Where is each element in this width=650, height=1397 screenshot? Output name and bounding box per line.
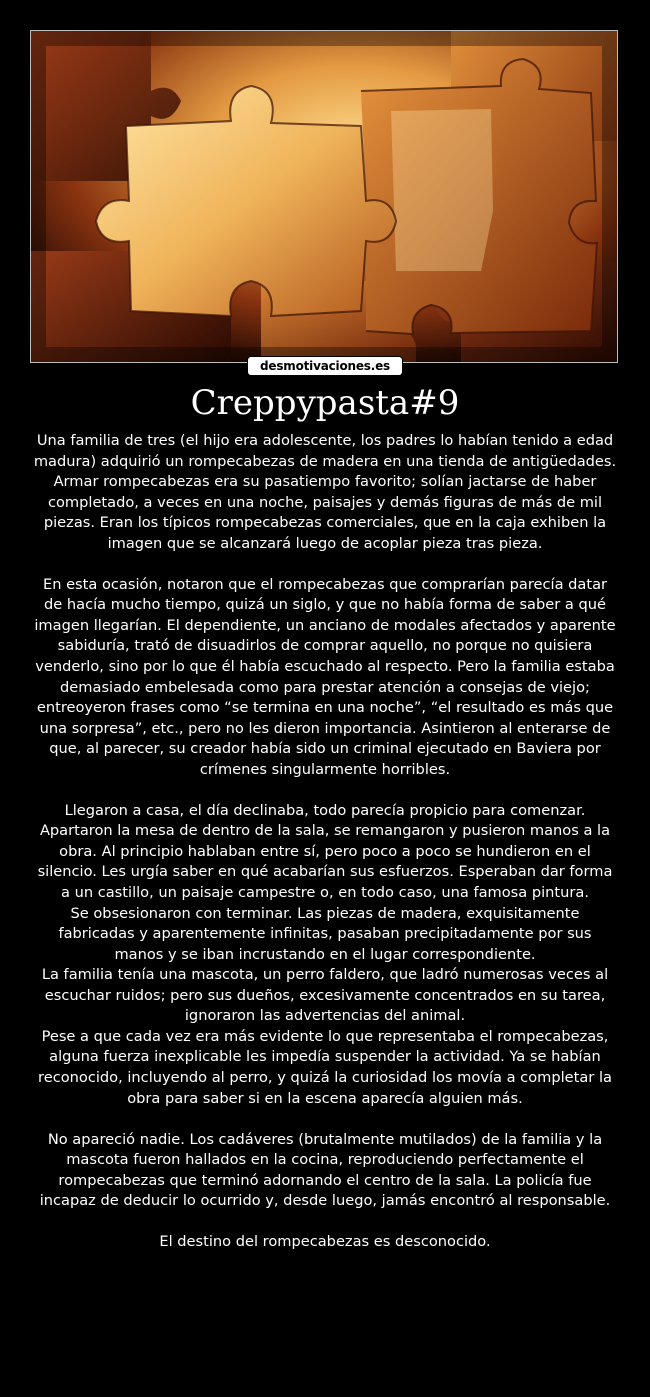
puzzle-photo [30, 30, 618, 363]
story-paragraph: El destino del rompecabezas es desconocido. [159, 1233, 491, 1251]
story-paragraph: Se obsesionaron con terminar. Las piezas de madera, exquisitamente fabricadas y aparentemente infinitas, pasaban precipitadamente por sus manos y se iban incrustando en el lugar correspondiente. [58, 904, 592, 963]
paragraph-spacer [32, 554, 618, 575]
story-paragraph: Llegaron a casa, el día declinaba, todo parecía propicio para comenzar. Apartaron la mesa de dentro de la sala, se remangaron y pusieron manos a la obra. Al principio hablaban entre sí, pero poco a poco se hundieron en el silencio. Les urgía saber en qué acabarían sus esfuerzos. Esperaban dar forma a un castillo, un paisaje campestre o, en todo caso, una famosa pintura. [37, 801, 613, 902]
site-watermark: desmotivaciones.es [248, 357, 402, 375]
story-text [32, 431, 618, 1253]
story-paragraph: Una familia de tres (el hijo era adolescente, los padres lo habían tenido a edad madura) adquirió un rompecabezas de madera en una tienda de antigüedades. Armar rompecabezas era su pasatiempo favorito; solían jactarse de haber completado, a veces en una noche, paisajes y demás figuras de más de mil piezas. Eran los típicos rompecabezas comerciales, que en la caja exhiben la imagen que se alcanzará luego de acoplar pieza tras pieza. [33, 432, 617, 552]
post-title: Creppypasta#9 [190, 383, 460, 423]
paragraph-spacer [32, 1212, 618, 1233]
story-paragraph: Pese a que cada vez era más evidente lo que representaba el rompecabezas, alguna fuerza inexplicable les impedía suspender la actividad. Ya se habían reconocido, incluyendo al perro, y quizá la curiosidad los movía a completar la obra para saber si en la escena aparecía alguien más. [38, 1027, 612, 1107]
jigsaw-puzzle-image [31, 31, 617, 362]
paragraph-spacer [32, 780, 618, 801]
story-paragraph: En esta ocasión, notaron que el rompecabezas que comprarían parecía datar de hacía mucho tiempo, quizá un siglo, y que no había forma de saber a qué imagen llegarían. El dependiente, un anciano de modales afectados y aparente sabiduría, trató de disuadirlos de comprar aquello, no porque no quisiera venderlo, sino por lo que él había escuchado al respecto. Pero la familia estaba demasiado embelesada como para prestar atención a consejas de viejo; entreoyeron frases como “se termina en una noche”, “el resultado es más que una sorpresa”, etc., pero no les dieron importancia. Asintieron al enterarse de que, al parecer, su creador había sido un criminal ejecutado en Baviera por crímenes singularmente horribles. [34, 575, 616, 778]
paragraph-spacer [32, 1109, 618, 1130]
story-paragraph: No apareció nadie. Los cadáveres (brutalmente mutilados) de la familia y la mascota fueron hallados en la cocina, reproduciendo perfectamente el rompecabezas que terminó adornando el centro de la sala. La policía fue incapaz de deducir lo ocurrido y, desde luego, jamás encontró al responsable. [39, 1130, 611, 1210]
story-paragraph: La familia tenía una mascota, un perro faldero, que ladró numerosas veces al escuchar ruidos; pero sus dueños, excesivamente concentrados en su tarea, ignoraron las advertencias del animal. [41, 966, 609, 1025]
